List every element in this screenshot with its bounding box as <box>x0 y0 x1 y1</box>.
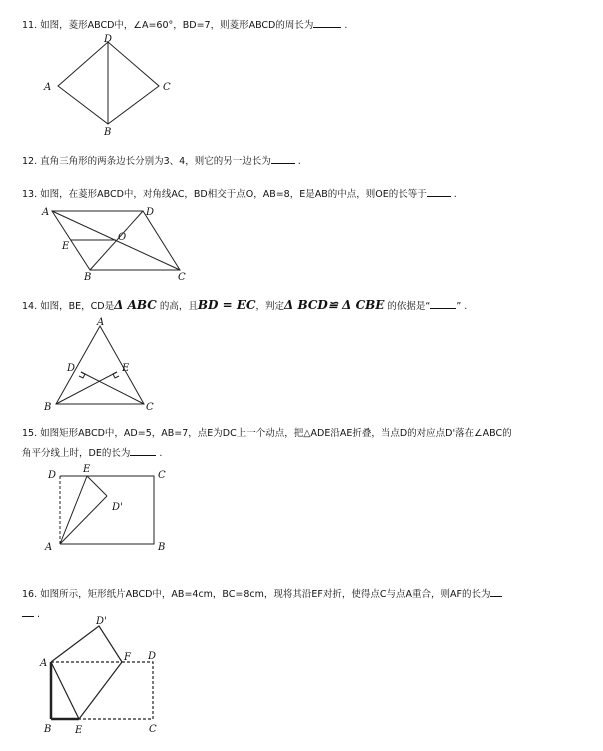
question-12-text: 12. 直角三角形的两条边长分别为3、4，则它的另一边长为 <box>22 156 271 167</box>
point-label-C: C <box>146 402 154 413</box>
point-label-D: D <box>148 651 157 662</box>
congruence-statement: Δ BCD≌ Δ CBE <box>284 298 385 312</box>
question-13-text: 13. 如图，在菱形ABCD中，对角线AC，BD相交于点O，AB=8，E是AB的中点，则OE的长等于 <box>22 189 427 200</box>
triangle-figure-14 <box>42 316 162 416</box>
point-label-A: A <box>42 207 50 218</box>
answer-blank-16b <box>22 606 34 617</box>
question-16-line-1: 16. 如图所示，矩形纸片ABCD中，AB=4cm，BC=8cm，现将其沿EF对折，使得点C与点A重合，则AF的长为 <box>22 589 491 600</box>
point-label-A: A <box>40 658 48 669</box>
answer-blank-15 <box>130 445 156 456</box>
question-15-line-2: 角平分线上时，DE的长为 <box>22 448 131 459</box>
point-label-D-prime: D' <box>96 616 107 627</box>
point-label-D-prime: D' <box>112 502 123 513</box>
point-label-D: D <box>48 470 57 481</box>
question-11-text: 11. 如图，菱形ABCD中，∠A=60°，BD=7，则菱形ABCD的周长为 <box>22 20 314 31</box>
point-label-E: E <box>122 363 130 374</box>
point-label-D: D <box>67 363 76 374</box>
point-label-E: E <box>75 725 83 736</box>
point-label-B: B <box>84 272 92 283</box>
point-label-O: O <box>118 232 127 243</box>
point-label-D: D <box>146 207 155 218</box>
point-label-C: C <box>178 272 186 283</box>
folded-rectangle-figure-16 <box>36 612 168 738</box>
question-14: 14. 如图，BE，CD是Δ ABC 的高，且BD = EC，判定Δ BCD≌ Δ CBE 的依据是“ ” . <box>22 298 468 312</box>
point-label-A: A <box>45 542 53 553</box>
equation-bd-ec: BD = EC <box>197 298 256 312</box>
point-label-A: A <box>44 82 52 93</box>
point-label-B: B <box>104 127 112 138</box>
point-label-C: C <box>158 470 166 481</box>
question-11: 11. 如图，菱形ABCD中，∠A=60°，BD=7，则菱形ABCD的周长为 . <box>22 17 347 33</box>
point-label-B: B <box>44 724 52 735</box>
point-label-B: B <box>44 402 52 413</box>
answer-blank-13 <box>427 186 451 197</box>
answer-blank-16a <box>490 586 502 597</box>
point-label-F: F <box>124 652 131 663</box>
point-label-D: D <box>104 34 113 45</box>
point-label-C: C <box>163 82 171 93</box>
question-12: 12. 直角三角形的两条边长分别为3、4，则它的另一边长为 . <box>22 153 301 169</box>
answer-blank-14 <box>430 298 456 309</box>
question-13: 13. 如图，在菱形ABCD中，对角线AC，BD相交于点O，AB=8，E是AB的中点，则OE的长等于 . <box>22 186 457 202</box>
point-label-E: E <box>83 464 91 475</box>
answer-blank-12 <box>271 153 295 164</box>
question-16: 16. 如图所示，矩形纸片ABCD中，AB=4cm，BC=8cm，现将其沿EF对折，使得点C与点A重合，则AF的长为 . <box>22 586 502 622</box>
point-label-E: E <box>62 241 70 252</box>
rhombus-figure-11 <box>40 34 180 136</box>
question-15-line-1: 15. 如图矩形ABCD中，AD=5，AB=7，点E为DC上一个动点，把△ADE沿AE折叠，当点D的对应点D'落在∠ABC的 <box>22 428 512 439</box>
answer-blank-11 <box>313 17 341 28</box>
point-label-A: A <box>97 317 105 328</box>
triangle-abc: Δ ABC <box>114 298 157 312</box>
point-label-B: B <box>158 542 166 553</box>
rectangle-figure-15 <box>42 462 172 556</box>
rhombus-figure-13 <box>38 203 198 283</box>
point-label-C: C <box>149 724 157 735</box>
question-15: 15. 如图矩形ABCD中，AD=5，AB=7，点E为DC上一个动点，把△ADE沿AE折叠，当点D的对应点D'落在∠ABC的 角平分线上时，DE的长为 . <box>22 428 512 459</box>
